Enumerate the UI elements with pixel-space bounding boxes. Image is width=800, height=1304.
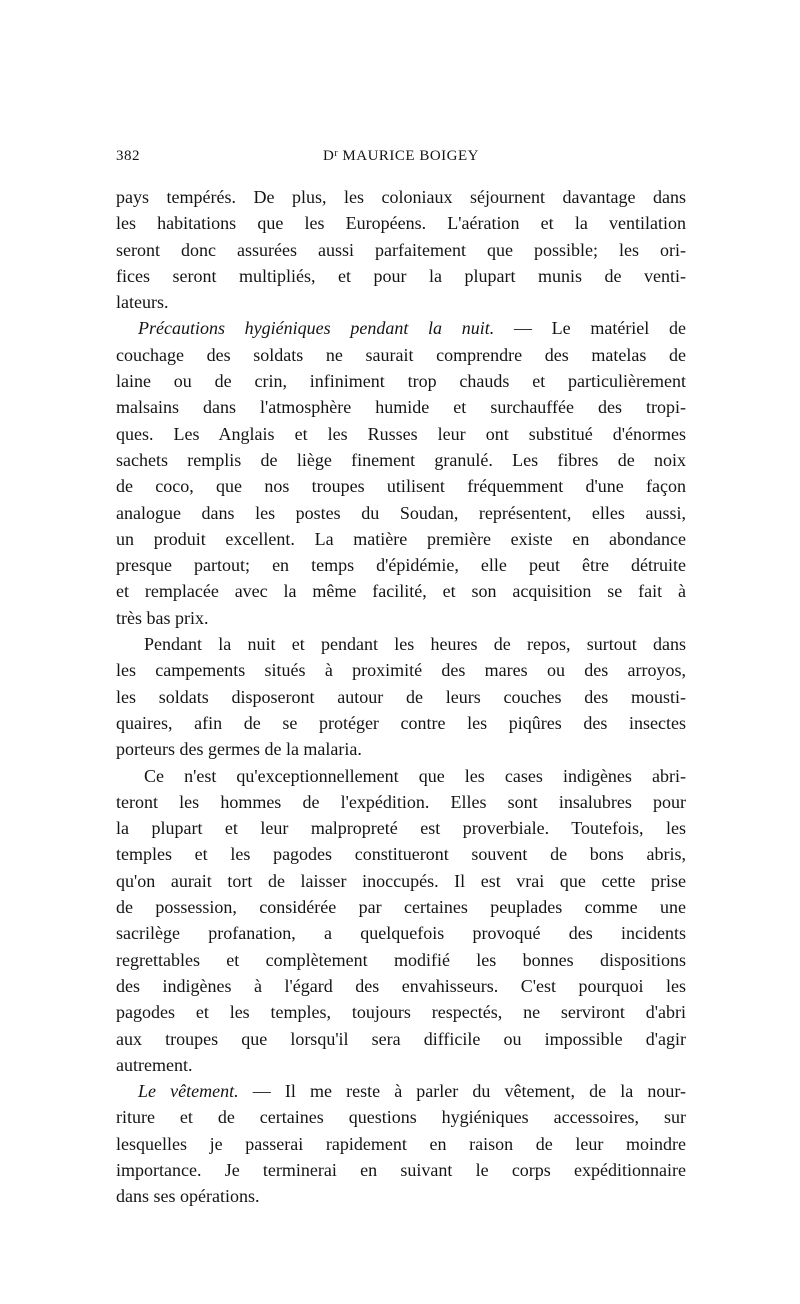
page-number: 382 [116,148,140,164]
section-heading-vetement: Le vêtement. [138,1081,239,1102]
text-line: et remplacée avec la même facilité, et son acquisition se fait à [116,581,686,602]
author-name: MAURICE BOIGEY [342,148,480,164]
text-line: des indigènes à l'égard des envahisseurs. C'est pourquoi les [116,975,686,996]
text-line: de coco, que nos troupes utilisent fréquemment d'une façon [116,476,686,497]
text-line: pagodes et les temples, toujours respectés, ne serviront d'abri [116,1002,686,1023]
paragraph-3 [116,631,686,762]
text-line: les habitations que les Européens. L'aération et la ventilation [116,213,686,234]
text-line: regrettables et complètement modifié les bonnes dispositions [116,949,686,970]
text-line: teront les hommes de l'expédition. Elles sont insalubres pour [116,791,686,812]
text-line: ques. Les Anglais et les Russes leur ont substitué d'énormes [116,423,686,444]
text-line: laine ou de crin, infiniment trop chauds et particulièrement [116,371,686,392]
text-line: les soldats disposeront autour de leurs couches des mousti- [116,686,686,707]
text-line: la plupart et leur malpropreté est proverbiale. Toutefois, les [116,818,686,839]
text-line: presque partout; en temps d'épidémie, elle peut être détruite [116,555,686,576]
text-line: malsains dans l'atmosphère humide et surchauffée des tropi- [116,397,686,418]
section-heading-precautions: Précautions hygiéniques pendant la nuit. [138,318,495,339]
text-line [116,315,686,341]
text-line: sacrilège profanation, a quelquefois provoqué des incidents [116,923,686,944]
text-line: analogue dans les postes du Soudan, représentent, elles aussi, [116,502,686,523]
text-line: les campements situés à proximité des mares ou des arroyos, [116,660,686,681]
author-prefix: D [322,148,335,164]
text-line [116,1078,686,1104]
text-line: lesquelles je passerai rapidement en raison de leur moindre [116,1133,686,1154]
text-line: importance. Je terminerai en suivant le corps expéditionnaire [116,1159,686,1180]
text-line: lateurs. [116,292,169,313]
text-line: seront donc assurées aussi parfaitement que possible; les ori- [116,239,686,260]
text-line: pays tempérés. De plus, les coloniaux séjournent davantage dans [116,187,686,207]
text-line: fices seront multipliés, et pour la plupart munis de venti- [116,265,686,286]
text-line: de possession, considérée par certaines peuplades comme une [116,897,686,918]
text-line-rest: — Il me reste à parler du vêtement, de la nour- [238,1081,686,1102]
author-prefix-superscript: r [334,148,339,159]
paragraph-2 [116,315,686,631]
text-line: dans ses opérations. [116,1186,260,1207]
text-line: quaires, afin de se protéger contre les piqûres des insectes [116,712,686,733]
text-line: un produit excellent. La matière première existe en abondance [116,528,686,549]
text-line: porteurs des germes de la malaria. [116,739,362,760]
text-line: Pendant la nuit et pendant les heures de repos, surtout dans [144,634,686,655]
running-head [116,148,686,165]
paragraph-4 [116,763,686,1079]
paragraph-5 [116,1078,686,1209]
text-line: très bas prix. [116,607,209,628]
text-line-rest: — Le matériel de [494,318,686,339]
text-line: riture et de certaines questions hygiéniques accessoires, sur [116,1107,686,1128]
text-line: temples et les pagodes constitueront souvent de bons abris, [116,844,686,865]
text-line: aux troupes que lorsqu'il sera difficile ou impossible d'agir [116,1028,686,1049]
body-text [116,184,686,1210]
page-header [116,148,686,170]
text-line: Ce n'est qu'exceptionnellement que les cases indigènes abri- [144,765,686,786]
paragraph-1 [116,184,686,315]
text-line: couchage des soldats ne saurait comprendre des matelas de [116,344,686,365]
text-line: autrement. [116,1054,193,1075]
text-line: sachets remplis de liège finement granulé. Les fibres de noix [116,449,686,470]
text-line: qu'on aurait tort de laisser inoccupés. Il est vrai que cette prise [116,870,686,891]
